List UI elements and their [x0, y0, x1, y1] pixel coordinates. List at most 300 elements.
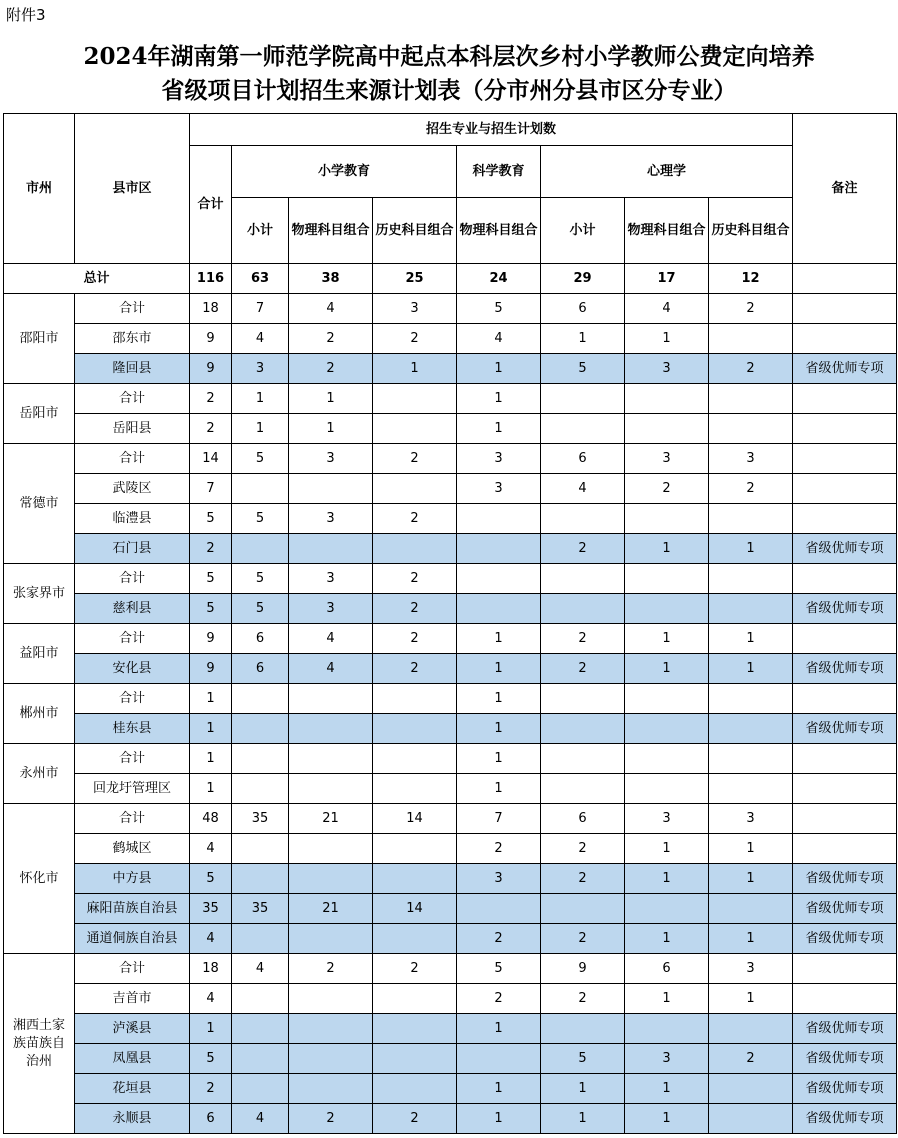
value-cell: 2	[709, 1044, 793, 1074]
value-cell: 1	[289, 414, 373, 444]
value-cell: 3	[289, 594, 373, 624]
value-cell: 1	[373, 354, 457, 384]
value-cell: 1	[625, 1074, 709, 1104]
header-total: 合计	[190, 146, 232, 264]
value-cell: 1	[625, 864, 709, 894]
value-cell: 5	[190, 564, 232, 594]
table-row	[4, 414, 897, 444]
value-cell: 1	[457, 1104, 541, 1134]
value-cell	[541, 774, 625, 804]
value-cell	[373, 984, 457, 1014]
value-cell: 1	[289, 384, 373, 414]
value-cell: 2	[541, 924, 625, 954]
value-cell: 2	[541, 534, 625, 564]
value-cell	[289, 984, 373, 1014]
value-cell	[289, 684, 373, 714]
value-cell: 5	[232, 594, 289, 624]
value-cell: 1	[457, 654, 541, 684]
value-cell: 4	[289, 624, 373, 654]
value-cell: 5	[457, 294, 541, 324]
remark-cell	[793, 294, 897, 324]
value-cell: 1	[457, 1074, 541, 1104]
table-row	[4, 954, 897, 984]
value-cell	[232, 924, 289, 954]
table-row	[4, 504, 897, 534]
value-cell: 1	[190, 714, 232, 744]
remark-cell	[793, 444, 897, 474]
value-cell	[373, 1074, 457, 1104]
value-cell: 1	[457, 744, 541, 774]
value-cell	[289, 1044, 373, 1074]
value-cell: 1	[457, 774, 541, 804]
remark-cell: 省级优师专项	[793, 924, 897, 954]
value-cell: 9	[541, 954, 625, 984]
value-cell: 5	[232, 504, 289, 534]
value-cell	[625, 384, 709, 414]
value-cell: 1	[625, 654, 709, 684]
table-row	[4, 1104, 897, 1134]
header-major-group: 招生专业与招生计划数	[190, 114, 793, 146]
value-cell: 1	[709, 984, 793, 1014]
county-cell: 合计	[75, 384, 190, 414]
value-cell: 7	[232, 294, 289, 324]
county-cell: 隆回县	[75, 354, 190, 384]
value-cell: 4	[190, 834, 232, 864]
value-cell	[289, 1014, 373, 1044]
table-row	[4, 534, 897, 564]
city-cell: 益阳市	[4, 624, 75, 684]
header-county: 县市区	[75, 114, 190, 264]
value-cell: 2	[373, 324, 457, 354]
page-title-line2: 省级项目计划招生来源计划表（分市州分县市区分专业）	[161, 77, 737, 104]
value-cell: 2	[709, 294, 793, 324]
value-cell	[373, 414, 457, 444]
remark-cell: 省级优师专项	[793, 594, 897, 624]
value-cell	[373, 834, 457, 864]
value-cell: 2	[373, 954, 457, 984]
header-psychology-physics: 物理科目组合	[625, 198, 709, 264]
city-cell: 邵阳市	[4, 294, 75, 384]
remark-cell: 省级优师专项	[793, 714, 897, 744]
header-science-physics: 物理科目组合	[457, 198, 541, 264]
value-cell	[709, 504, 793, 534]
value-cell	[232, 684, 289, 714]
remark-cell: 省级优师专项	[793, 534, 897, 564]
value-cell	[373, 534, 457, 564]
table-row	[4, 654, 897, 684]
value-cell: 3	[709, 954, 793, 984]
county-cell: 石门县	[75, 534, 190, 564]
grand-total-value: 116	[190, 264, 232, 294]
value-cell	[625, 774, 709, 804]
value-cell: 2	[289, 1104, 373, 1134]
county-cell: 麻阳苗族自治县	[75, 894, 190, 924]
value-cell: 1	[625, 1104, 709, 1134]
value-cell: 9	[190, 354, 232, 384]
value-cell	[289, 774, 373, 804]
remark-cell: 省级优师专项	[793, 894, 897, 924]
value-cell: 2	[541, 654, 625, 684]
value-cell	[457, 894, 541, 924]
value-cell	[232, 744, 289, 774]
value-cell: 2	[373, 624, 457, 654]
value-cell: 1	[190, 744, 232, 774]
value-cell: 1	[190, 1014, 232, 1044]
value-cell: 2	[289, 954, 373, 984]
value-cell	[289, 864, 373, 894]
table-row	[4, 474, 897, 504]
value-cell	[232, 864, 289, 894]
county-cell: 合计	[75, 804, 190, 834]
value-cell: 21	[289, 894, 373, 924]
grand-total-value: 38	[289, 264, 373, 294]
table-row	[4, 714, 897, 744]
value-cell: 3	[709, 804, 793, 834]
county-cell: 中方县	[75, 864, 190, 894]
value-cell	[541, 414, 625, 444]
value-cell: 1	[232, 414, 289, 444]
remark-cell: 省级优师专项	[793, 654, 897, 684]
value-cell: 3	[625, 804, 709, 834]
table-row	[4, 1074, 897, 1104]
value-cell	[457, 594, 541, 624]
value-cell	[232, 1074, 289, 1104]
value-cell	[709, 324, 793, 354]
value-cell: 1	[709, 864, 793, 894]
table-row	[4, 1014, 897, 1044]
value-cell: 2	[541, 864, 625, 894]
value-cell: 2	[373, 444, 457, 474]
value-cell: 1	[625, 534, 709, 564]
value-cell	[709, 1104, 793, 1134]
value-cell	[625, 894, 709, 924]
county-cell: 岳阳县	[75, 414, 190, 444]
value-cell: 5	[541, 1044, 625, 1074]
value-cell: 6	[541, 444, 625, 474]
table-row	[4, 804, 897, 834]
value-cell: 2	[190, 384, 232, 414]
value-cell: 35	[232, 894, 289, 924]
value-cell	[541, 684, 625, 714]
value-cell	[232, 714, 289, 744]
value-cell	[625, 414, 709, 444]
value-cell: 1	[457, 1014, 541, 1044]
value-cell: 3	[625, 444, 709, 474]
value-cell	[373, 684, 457, 714]
value-cell: 4	[190, 984, 232, 1014]
value-cell	[625, 714, 709, 744]
value-cell: 4	[190, 924, 232, 954]
city-cell: 郴州市	[4, 684, 75, 744]
value-cell	[541, 594, 625, 624]
page-title-line1: 2024年湖南第一师范学院高中起点本科层次乡村小学教师公费定向培养	[83, 43, 815, 70]
remark-cell	[793, 834, 897, 864]
value-cell: 3	[289, 444, 373, 474]
value-cell	[625, 684, 709, 714]
value-cell: 1	[457, 354, 541, 384]
value-cell: 7	[457, 804, 541, 834]
value-cell: 5	[457, 954, 541, 984]
value-cell	[373, 384, 457, 414]
value-cell: 1	[709, 624, 793, 654]
county-cell: 合计	[75, 954, 190, 984]
value-cell: 1	[457, 624, 541, 654]
grand-total-value: 29	[541, 264, 625, 294]
remark-cell	[793, 984, 897, 1014]
value-cell: 1	[541, 1104, 625, 1134]
value-cell	[373, 1014, 457, 1044]
value-cell: 5	[232, 444, 289, 474]
table-row	[4, 624, 897, 654]
value-cell: 14	[373, 804, 457, 834]
value-cell: 7	[190, 474, 232, 504]
table-row	[4, 984, 897, 1014]
value-cell: 1	[709, 924, 793, 954]
county-cell: 永顺县	[75, 1104, 190, 1134]
value-cell	[625, 744, 709, 774]
value-cell	[709, 594, 793, 624]
value-cell	[541, 714, 625, 744]
header-city: 市州	[4, 114, 75, 264]
value-cell	[541, 1014, 625, 1044]
city-cell: 湘西土家族苗族自治州	[4, 954, 75, 1134]
value-cell: 1	[190, 684, 232, 714]
grand-total-row	[4, 264, 897, 294]
value-cell	[709, 894, 793, 924]
value-cell	[289, 834, 373, 864]
table-row	[4, 894, 897, 924]
value-cell	[289, 534, 373, 564]
value-cell: 3	[289, 504, 373, 534]
value-cell: 1	[541, 1074, 625, 1104]
value-cell: 18	[190, 294, 232, 324]
value-cell: 5	[190, 594, 232, 624]
remark-cell	[793, 384, 897, 414]
value-cell: 2	[457, 834, 541, 864]
value-cell	[289, 1074, 373, 1104]
header-remark: 备注	[793, 114, 897, 264]
remark-cell	[793, 414, 897, 444]
value-cell	[289, 474, 373, 504]
value-cell: 2	[373, 564, 457, 594]
grand-total-value: 12	[709, 264, 793, 294]
county-cell: 合计	[75, 564, 190, 594]
county-cell: 桂东县	[75, 714, 190, 744]
value-cell: 4	[289, 654, 373, 684]
grand-total-remark	[793, 264, 897, 294]
value-cell: 2	[457, 984, 541, 1014]
value-cell: 4	[232, 324, 289, 354]
header-primary-history: 历史科目组合	[373, 198, 457, 264]
value-cell	[457, 504, 541, 534]
table-row	[4, 834, 897, 864]
value-cell: 2	[190, 534, 232, 564]
value-cell: 2	[190, 414, 232, 444]
county-cell: 花垣县	[75, 1074, 190, 1104]
table-row	[4, 774, 897, 804]
value-cell	[457, 534, 541, 564]
value-cell	[709, 384, 793, 414]
value-cell: 6	[541, 294, 625, 324]
remark-cell	[793, 774, 897, 804]
value-cell: 1	[457, 384, 541, 414]
value-cell: 3	[709, 444, 793, 474]
remark-cell	[793, 504, 897, 534]
value-cell: 1	[625, 324, 709, 354]
remark-cell	[793, 804, 897, 834]
value-cell	[541, 744, 625, 774]
city-cell: 张家界市	[4, 564, 75, 624]
value-cell: 6	[232, 624, 289, 654]
header-primary-physics: 物理科目组合	[289, 198, 373, 264]
value-cell: 14	[190, 444, 232, 474]
county-cell: 慈利县	[75, 594, 190, 624]
value-cell	[541, 504, 625, 534]
table-row	[4, 324, 897, 354]
value-cell	[625, 594, 709, 624]
value-cell	[709, 414, 793, 444]
county-cell: 合计	[75, 684, 190, 714]
value-cell	[709, 744, 793, 774]
grand-total-value: 25	[373, 264, 457, 294]
value-cell: 1	[709, 834, 793, 864]
value-cell: 35	[232, 804, 289, 834]
value-cell: 5	[190, 1044, 232, 1074]
value-cell: 1	[541, 324, 625, 354]
value-cell: 5	[190, 864, 232, 894]
grand-total-value: 63	[232, 264, 289, 294]
value-cell: 2	[625, 474, 709, 504]
remark-cell	[793, 624, 897, 654]
value-cell: 1	[625, 834, 709, 864]
table-row	[4, 354, 897, 384]
county-cell: 凤凰县	[75, 1044, 190, 1074]
value-cell	[373, 924, 457, 954]
value-cell	[373, 474, 457, 504]
header-psychology-subtotal: 小计	[541, 198, 625, 264]
city-cell: 怀化市	[4, 804, 75, 954]
value-cell	[373, 1044, 457, 1074]
enrollment-plan-table	[3, 113, 897, 1134]
value-cell	[232, 474, 289, 504]
value-cell: 9	[190, 654, 232, 684]
county-cell: 合计	[75, 744, 190, 774]
value-cell: 3	[625, 354, 709, 384]
value-cell	[373, 774, 457, 804]
city-cell: 常德市	[4, 444, 75, 564]
value-cell: 2	[373, 1104, 457, 1134]
county-cell: 安化县	[75, 654, 190, 684]
value-cell: 1	[457, 714, 541, 744]
value-cell: 1	[625, 624, 709, 654]
value-cell: 4	[625, 294, 709, 324]
value-cell	[709, 564, 793, 594]
value-cell	[457, 564, 541, 594]
city-cell: 岳阳市	[4, 384, 75, 444]
county-cell: 邵东市	[75, 324, 190, 354]
county-cell: 通道侗族自治县	[75, 924, 190, 954]
value-cell: 2	[457, 924, 541, 954]
value-cell: 1	[457, 414, 541, 444]
value-cell: 3	[625, 1044, 709, 1074]
remark-cell: 省级优师专项	[793, 1074, 897, 1104]
value-cell	[541, 384, 625, 414]
remark-cell: 省级优师专项	[793, 1014, 897, 1044]
table-row	[4, 684, 897, 714]
table-row	[4, 444, 897, 474]
value-cell: 48	[190, 804, 232, 834]
table-row	[4, 1044, 897, 1074]
value-cell: 6	[190, 1104, 232, 1134]
table-row	[4, 294, 897, 324]
table-row	[4, 744, 897, 774]
header-primary-education: 小学教育	[232, 146, 457, 198]
value-cell	[625, 564, 709, 594]
value-cell	[541, 564, 625, 594]
remark-cell	[793, 684, 897, 714]
county-cell: 鹤城区	[75, 834, 190, 864]
county-cell: 回龙圩管理区	[75, 774, 190, 804]
value-cell: 3	[457, 864, 541, 894]
value-cell: 6	[625, 954, 709, 984]
value-cell: 3	[373, 294, 457, 324]
value-cell: 3	[232, 354, 289, 384]
city-cell: 永州市	[4, 744, 75, 804]
value-cell: 1	[625, 984, 709, 1014]
value-cell: 2	[190, 1074, 232, 1104]
header-psychology-history: 历史科目组合	[709, 198, 793, 264]
value-cell: 2	[289, 354, 373, 384]
value-cell: 2	[709, 354, 793, 384]
remark-cell: 省级优师专项	[793, 1104, 897, 1134]
value-cell	[625, 1014, 709, 1044]
value-cell	[625, 504, 709, 534]
value-cell: 18	[190, 954, 232, 984]
value-cell: 2	[289, 324, 373, 354]
value-cell: 5	[541, 354, 625, 384]
header-psychology: 心理学	[541, 146, 793, 198]
grand-total-value: 24	[457, 264, 541, 294]
value-cell: 2	[541, 834, 625, 864]
county-cell: 泸溪县	[75, 1014, 190, 1044]
value-cell: 4	[232, 1104, 289, 1134]
value-cell	[709, 1014, 793, 1044]
value-cell: 35	[190, 894, 232, 924]
value-cell	[289, 744, 373, 774]
value-cell	[709, 684, 793, 714]
header-science-education: 科学教育	[457, 146, 541, 198]
county-cell: 武陵区	[75, 474, 190, 504]
value-cell	[541, 894, 625, 924]
county-cell: 合计	[75, 294, 190, 324]
remark-cell	[793, 474, 897, 504]
remark-cell: 省级优师专项	[793, 354, 897, 384]
value-cell: 1	[190, 774, 232, 804]
value-cell: 2	[541, 984, 625, 1014]
table-row	[4, 564, 897, 594]
table-row	[4, 864, 897, 894]
remark-cell	[793, 564, 897, 594]
value-cell: 1	[457, 684, 541, 714]
value-cell	[373, 744, 457, 774]
value-cell	[709, 774, 793, 804]
remark-cell: 省级优师专项	[793, 864, 897, 894]
county-cell: 临澧县	[75, 504, 190, 534]
table-row	[4, 924, 897, 954]
value-cell	[289, 714, 373, 744]
value-cell: 1	[232, 384, 289, 414]
grand-total-value: 17	[625, 264, 709, 294]
